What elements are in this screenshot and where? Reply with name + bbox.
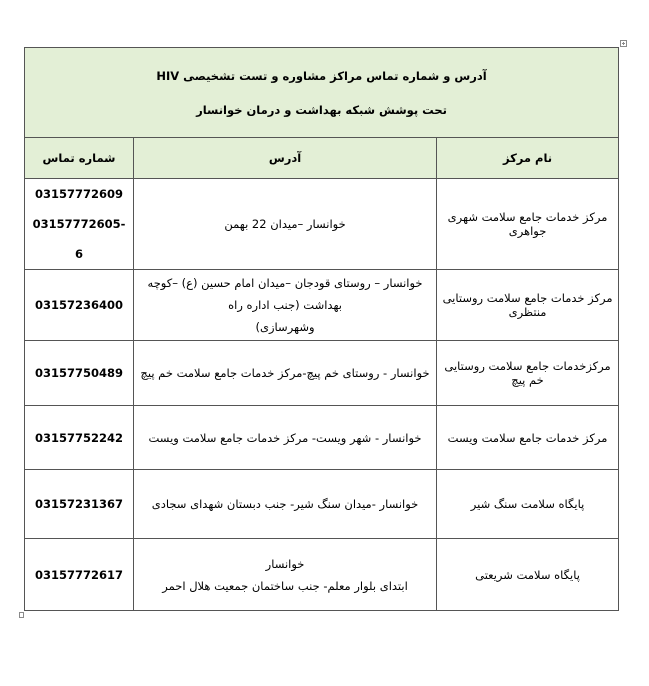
center-address xyxy=(134,470,437,539)
header-address: آدرس xyxy=(134,138,437,179)
center-name: مرکز خدمات جامع سلامت ویست xyxy=(437,406,619,470)
header-row xyxy=(25,138,619,179)
center-address xyxy=(134,406,437,470)
address-line: خوانسار - شهر ویست- مرکز خدمات جامع سلامت ویست xyxy=(148,430,422,445)
center-name: مرکزخدمات جامع سلامت روستایی خم پیچ xyxy=(437,341,619,406)
center-phone xyxy=(25,341,134,406)
header-name: نام مرکز xyxy=(437,138,619,179)
address-line: وشهرسازی) xyxy=(255,320,315,334)
phone-number: 03157236400 xyxy=(35,298,124,312)
center-name: مرکز خدمات جامع سلامت روستایی منتظری xyxy=(437,270,619,341)
table-row xyxy=(25,270,619,341)
title-line-2: تحت پوشش شبکه بهداشت و درمان خوانسار xyxy=(196,102,447,117)
center-name: پایگاه سلامت شریعتی xyxy=(437,539,619,611)
table-row xyxy=(25,179,619,270)
header-phone: شماره تماس xyxy=(25,138,134,179)
phone-number: 03157772617 xyxy=(35,567,124,582)
table-row xyxy=(25,470,619,539)
table-row xyxy=(25,406,619,470)
address-line: خوانسار – روستای قودجان –میدان امام حسین (ع) –کوچه بهداشت (جنب اداره راه xyxy=(147,276,423,312)
table-row xyxy=(25,539,619,611)
center-address xyxy=(134,270,437,341)
address-line: ابتدای بلوار معلم- جنب ساختمان جمعیت هلال احمر xyxy=(162,578,408,593)
title-line-1: آدرس و شماره تماس مراکز مشاوره و تست تشخیصی HIV xyxy=(156,68,487,83)
phone-number: 03157752242 xyxy=(35,430,124,445)
address-line: خوانسار xyxy=(265,556,305,571)
phone-number: 03157750489 xyxy=(35,366,124,380)
table-row xyxy=(25,341,619,406)
centers-table xyxy=(24,47,619,611)
table-title xyxy=(25,48,619,138)
title-row xyxy=(25,48,619,138)
center-phone xyxy=(25,179,134,270)
center-phone xyxy=(25,270,134,341)
center-address xyxy=(134,539,437,611)
table-resize-handle-icon[interactable] xyxy=(19,612,24,618)
address-line: خوانسار -میدان سنگ شیر- جنب دبستان شهدای سجادی xyxy=(151,497,419,511)
center-name: پایگاه سلامت سنگ شیر xyxy=(437,470,619,539)
center-address xyxy=(134,179,437,270)
center-phone xyxy=(25,539,134,611)
phone-number: 03157772605-6 xyxy=(32,217,126,261)
center-phone xyxy=(25,406,134,470)
phone-number: 03157231367 xyxy=(35,497,124,511)
address-line: خوانسار - روستای خم پیچ-مرکز خدمات جامع سلامت خم پیچ xyxy=(140,366,430,380)
center-phone xyxy=(25,470,134,539)
center-address xyxy=(134,341,437,406)
center-name: مرکز خدمات جامع سلامت شهری جواهری xyxy=(437,179,619,270)
table-move-handle-icon[interactable] xyxy=(620,40,627,47)
phone-number: 03157772609 xyxy=(35,187,124,201)
address-line: خوانسار –میدان 22 بهمن xyxy=(224,217,346,231)
